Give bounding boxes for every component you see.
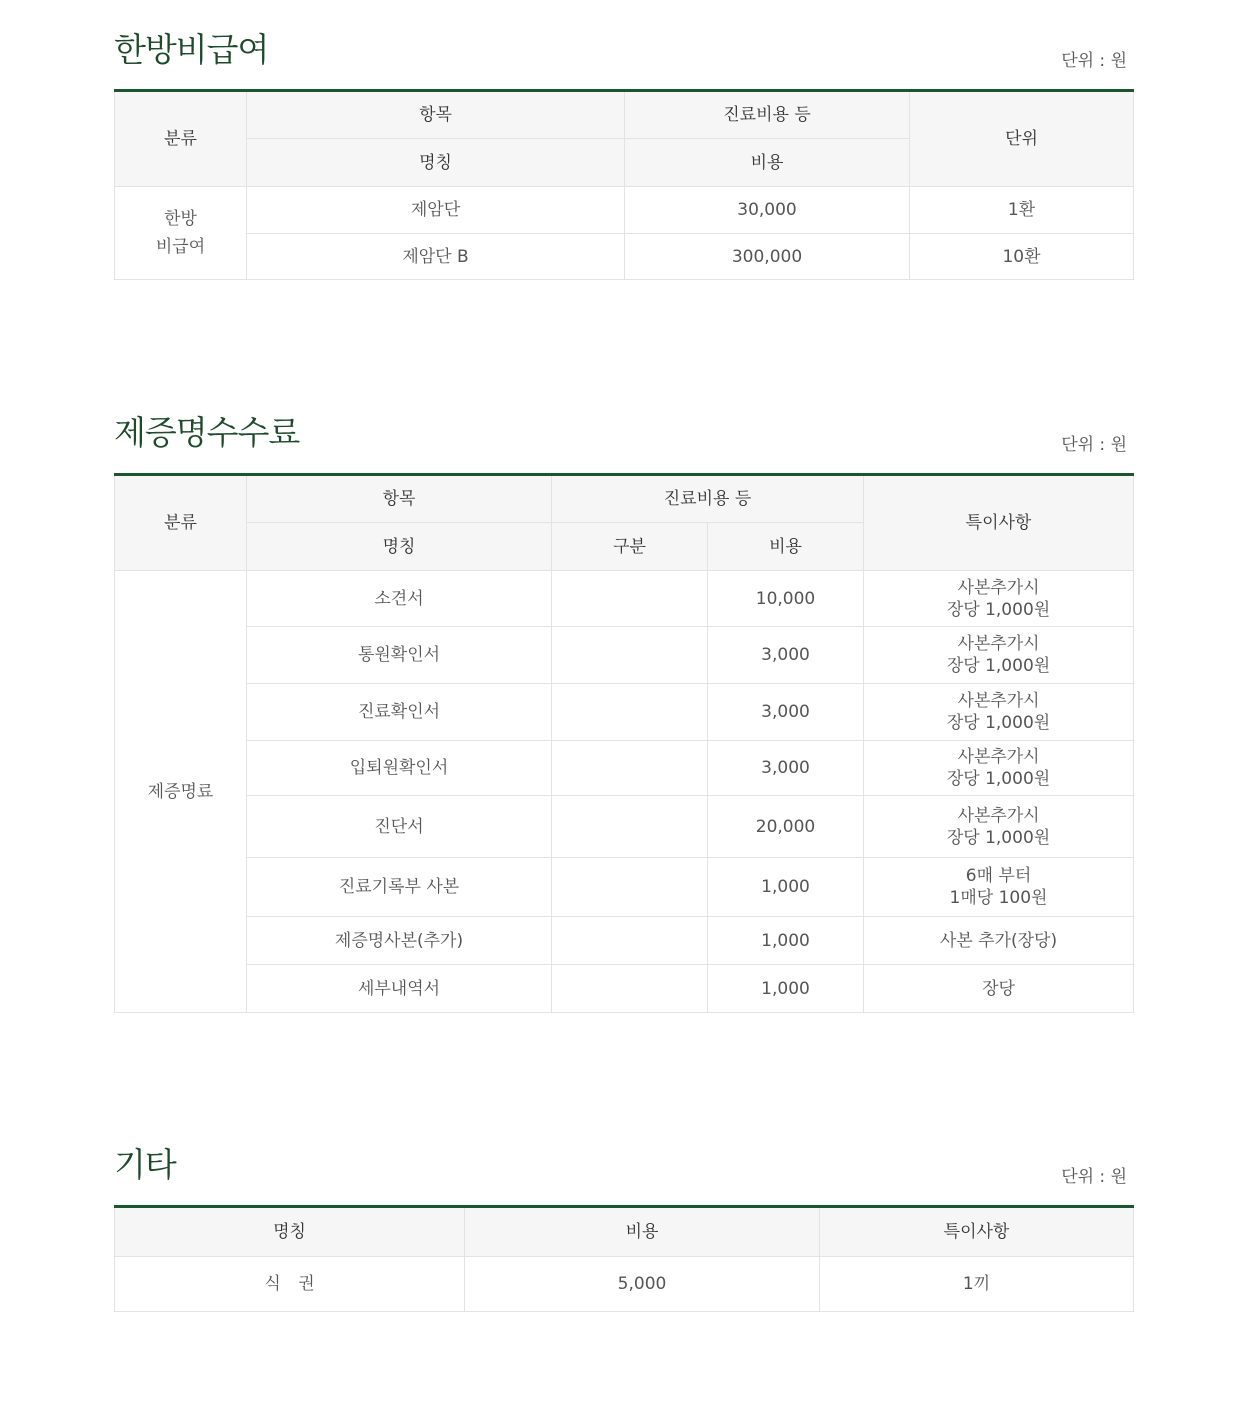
item-cost: 3,000 <box>708 741 864 796</box>
note-line: 1매당 100원 <box>949 888 1048 908</box>
item-note: 사본 추가(장당) <box>864 917 1134 965</box>
item-note <box>864 858 1134 917</box>
note-line: 장당 1,000원 <box>946 769 1051 789</box>
item-name: 식 권 <box>115 1257 465 1312</box>
oriental-noncovered-table <box>114 89 1134 280</box>
item-cost: 1,000 <box>708 965 864 1013</box>
header-item: 항목 <box>247 475 552 523</box>
table-row <box>115 858 1134 917</box>
section-title: 기타 <box>114 1145 176 1184</box>
item-name: 통원확인서 <box>247 627 552 684</box>
table-row <box>115 627 1134 684</box>
item-note <box>864 741 1134 796</box>
header-cost: 비용 <box>625 139 910 187</box>
table-row <box>115 234 1134 280</box>
item-cost: 1,000 <box>708 858 864 917</box>
item-name: 제증명사본(추가) <box>247 917 552 965</box>
item-note <box>864 627 1134 684</box>
item-note: 장당 <box>864 965 1134 1013</box>
item-cost: 20,000 <box>708 796 864 858</box>
note-line: 장당 1,000원 <box>946 656 1051 676</box>
category-line: 비급여 <box>155 237 206 257</box>
header-division: 구분 <box>552 523 708 571</box>
header-unit: 단위 <box>910 91 1134 187</box>
note-line: 장당 1,000원 <box>946 713 1051 733</box>
note-line: 사본추가시 <box>957 634 1040 654</box>
note-line: 사본추가시 <box>957 747 1040 767</box>
header-category: 분류 <box>115 475 247 571</box>
note-line: 사본추가시 <box>957 577 1040 598</box>
header-cost: 비용 <box>708 523 864 571</box>
item-cost: 300,000 <box>625 234 910 280</box>
table-row <box>115 917 1134 965</box>
item-division <box>552 965 708 1013</box>
note-line: 사본추가시 <box>957 805 1040 826</box>
section-title: 한방비급여 <box>114 30 269 69</box>
item-cost: 5,000 <box>465 1257 820 1312</box>
item-division <box>552 917 708 965</box>
item-division <box>552 858 708 917</box>
table-row <box>115 684 1134 741</box>
header-cost: 비용 <box>465 1207 820 1257</box>
table-row <box>115 1257 1134 1312</box>
item-name: 진료확인서 <box>247 684 552 741</box>
note-line: 6매 부터 <box>965 866 1032 886</box>
other-table <box>114 1205 1134 1312</box>
header-category: 분류 <box>115 91 247 187</box>
certificate-fees-table <box>114 473 1134 1013</box>
item-note: 1끼 <box>820 1257 1134 1312</box>
item-division <box>552 571 708 627</box>
item-name: 소견서 <box>247 571 552 627</box>
header-cost-group: 진료비용 등 <box>625 91 910 139</box>
category-cell <box>115 187 247 280</box>
section-title: 제증명수수료 <box>114 413 300 452</box>
item-name: 입퇴원확인서 <box>247 741 552 796</box>
item-cost: 10,000 <box>708 571 864 627</box>
category-cell: 제증명료 <box>115 571 247 1013</box>
item-note <box>864 571 1134 627</box>
header-name: 명칭 <box>247 139 625 187</box>
table-row <box>115 571 1134 627</box>
item-unit: 1환 <box>910 187 1134 234</box>
item-name: 제암단 B <box>247 234 625 280</box>
item-name: 진단서 <box>247 796 552 858</box>
item-name: 진료기록부 사본 <box>247 858 552 917</box>
item-division <box>552 796 708 858</box>
category-line: 한방 <box>164 209 197 229</box>
item-unit: 10환 <box>910 234 1134 280</box>
header-item: 항목 <box>247 91 625 139</box>
item-name: 제암단 <box>247 187 625 234</box>
unit-label: 단위 : 원 <box>1061 51 1127 71</box>
item-cost: 3,000 <box>708 627 864 684</box>
header-cost-group: 진료비용 등 <box>552 475 864 523</box>
item-division <box>552 627 708 684</box>
note-line: 장당 1,000원 <box>946 599 1051 620</box>
unit-label: 단위 : 원 <box>1061 1167 1127 1187</box>
item-division <box>552 684 708 741</box>
item-division <box>552 741 708 796</box>
item-cost: 30,000 <box>625 187 910 234</box>
header-name: 명칭 <box>115 1207 465 1257</box>
table-row <box>115 187 1134 234</box>
unit-label: 단위 : 원 <box>1061 435 1127 455</box>
table-row <box>115 796 1134 858</box>
header-note: 특이사항 <box>864 475 1134 571</box>
header-note: 특이사항 <box>820 1207 1134 1257</box>
note-line: 장당 1,000원 <box>946 827 1051 848</box>
item-cost: 3,000 <box>708 684 864 741</box>
item-note <box>864 684 1134 741</box>
header-name: 명칭 <box>247 523 552 571</box>
table-row <box>115 741 1134 796</box>
note-line: 사본추가시 <box>957 691 1040 711</box>
item-name: 세부내역서 <box>247 965 552 1013</box>
item-cost: 1,000 <box>708 917 864 965</box>
item-note <box>864 796 1134 858</box>
table-row <box>115 965 1134 1013</box>
